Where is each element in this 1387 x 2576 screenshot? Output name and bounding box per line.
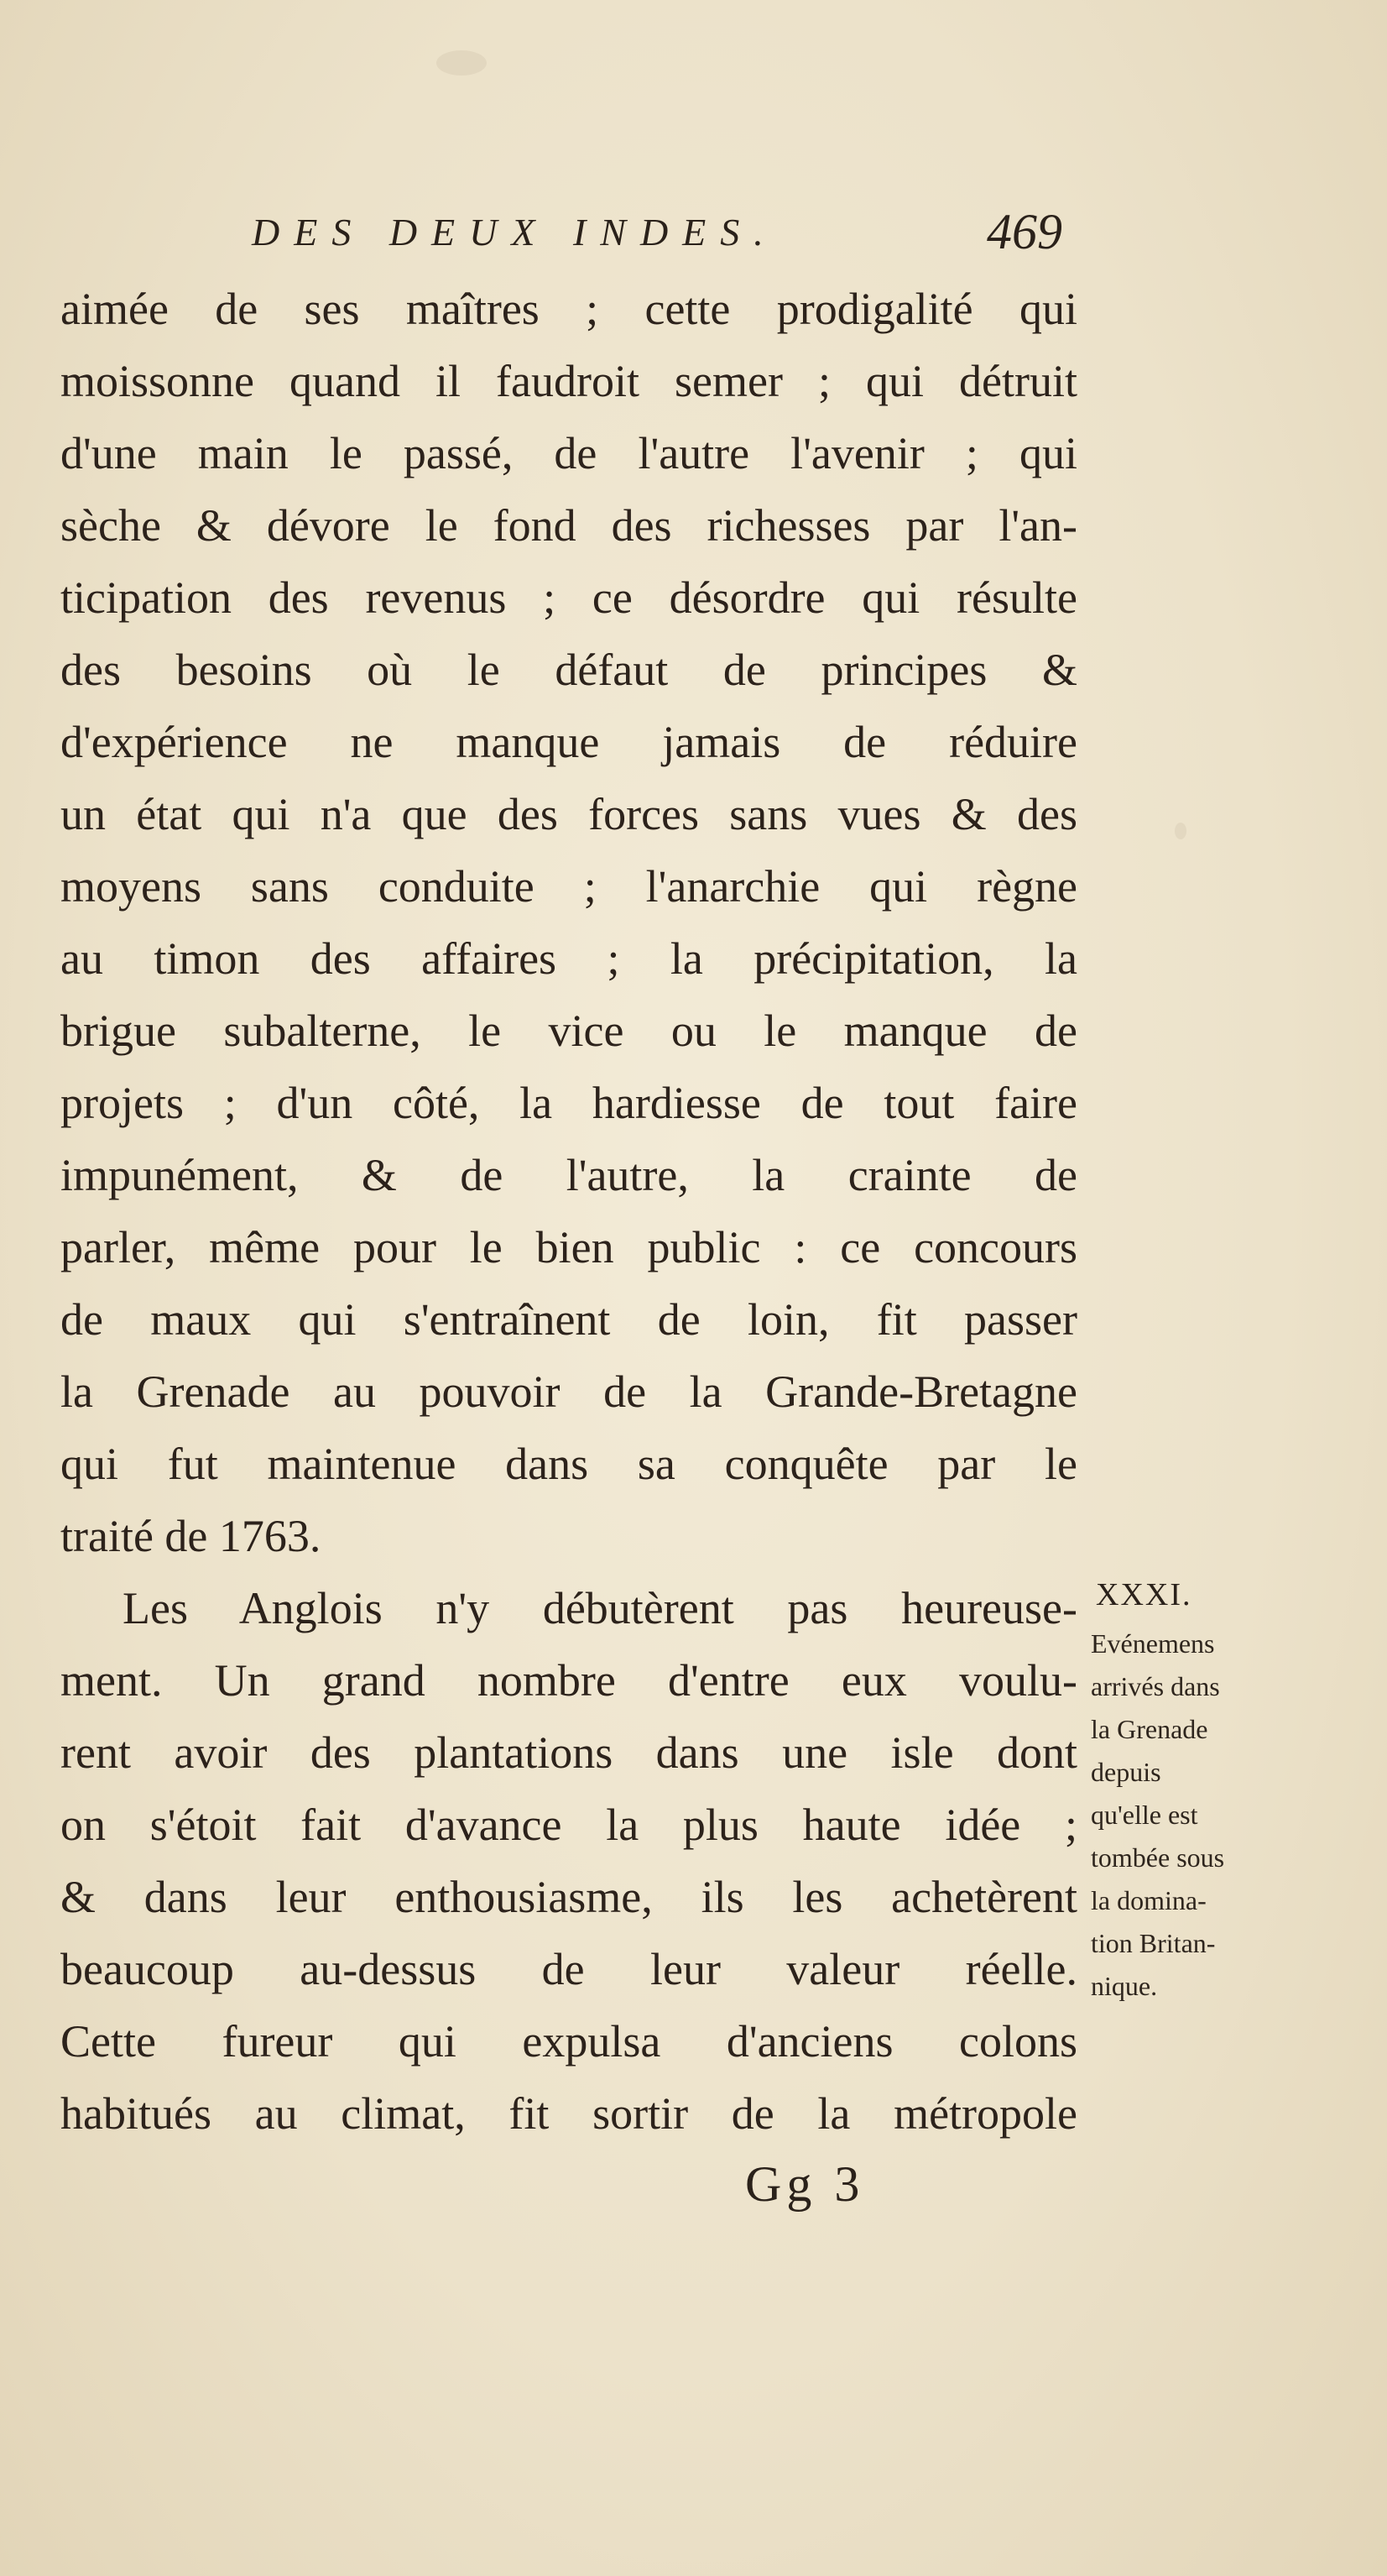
- text-line: moyens sans conduite ; l'anarchie qui règne: [60, 861, 1077, 912]
- text-line-paragraph-start: Les Anglois n'y débutèrent pas heureuse-: [123, 1583, 1077, 1633]
- margin-note-line: Evénemens: [1091, 1628, 1215, 1659]
- text-line: moissonne quand il faudroit semer ; qui détruit: [60, 356, 1077, 406]
- page-number: 469: [987, 204, 1062, 259]
- section-number: XXXI.: [1096, 1577, 1192, 1612]
- text-line: Cette fureur qui expulsa d'anciens colons: [60, 2016, 1077, 2067]
- text-line: brigue subalterne, le vice ou le manque de: [60, 1006, 1077, 1056]
- text-line: rent avoir des plantations dans une isle dont: [60, 1727, 1077, 1778]
- text-line: habitués au climat, fit sortir de la métropole: [60, 2088, 1077, 2139]
- margin-note-line: tion Britan-: [1091, 1928, 1216, 1958]
- margin-note: [1091, 1572, 1309, 2008]
- text-line: la Grenade au pouvoir de la Grande-Bretagne: [60, 1366, 1077, 1417]
- margin-note-line: la Grenade: [1091, 1714, 1208, 1744]
- signature-mark: Gg 3: [745, 2156, 865, 2212]
- text-line-paragraph-end: traité de 1763.: [60, 1511, 321, 1561]
- running-title: DES DEUX INDES.: [252, 211, 778, 253]
- text-line: qui fut maintenue dans sa conquête par le: [60, 1439, 1077, 1489]
- text-line: d'expérience ne manque jamais de réduire: [60, 717, 1077, 767]
- text-line: projets ; d'un côté, la hardiesse de tout faire: [60, 1078, 1077, 1128]
- paper-stain: [1175, 823, 1186, 839]
- text-line: beaucoup au-dessus de leur valeur réelle.: [60, 1944, 1077, 1994]
- text-line: au timon des affaires ; la précipitation, la: [60, 933, 1077, 984]
- paper-stain: [436, 50, 487, 76]
- margin-note-line: tombée sous: [1091, 1842, 1225, 1873]
- text-line: d'une main le passé, de l'autre l'avenir ; qui: [60, 428, 1077, 478]
- text-line: ticipation des revenus ; ce désordre qui résulte: [60, 572, 1077, 623]
- margin-note-line: depuis: [1091, 1757, 1161, 1787]
- text-line: un état qui n'a que des forces sans vues & des: [60, 789, 1077, 839]
- text-line: ment. Un grand nombre d'entre eux voulu-: [60, 1655, 1077, 1706]
- running-head: [252, 204, 1091, 260]
- margin-note-line: arrivés dans: [1091, 1671, 1220, 1701]
- text-line: & dans leur enthousiasme, ils les achetèrent: [60, 1872, 1077, 1922]
- text-line: parler, même pour le bien public : ce concours: [60, 1222, 1077, 1272]
- text-line: on s'étoit fait d'avance la plus haute idée ;: [60, 1800, 1077, 1850]
- text-line: de maux qui s'entraînent de loin, fit passer: [60, 1294, 1077, 1345]
- text-line: aimée de ses maîtres ; cette prodigalité qui: [60, 284, 1077, 334]
- margin-note-line: qu'elle est: [1091, 1800, 1198, 1830]
- text-line: sèche & dévore le fond des richesses par l'an-: [60, 500, 1077, 551]
- text-line: des besoins où le défaut de principes &: [60, 645, 1077, 695]
- margin-note-line: nique.: [1091, 1971, 1158, 2001]
- text-line: impunément, & de l'autre, la crainte de: [60, 1150, 1077, 1200]
- body-text: [60, 273, 1077, 2150]
- margin-note-line: la domina-: [1091, 1885, 1207, 1915]
